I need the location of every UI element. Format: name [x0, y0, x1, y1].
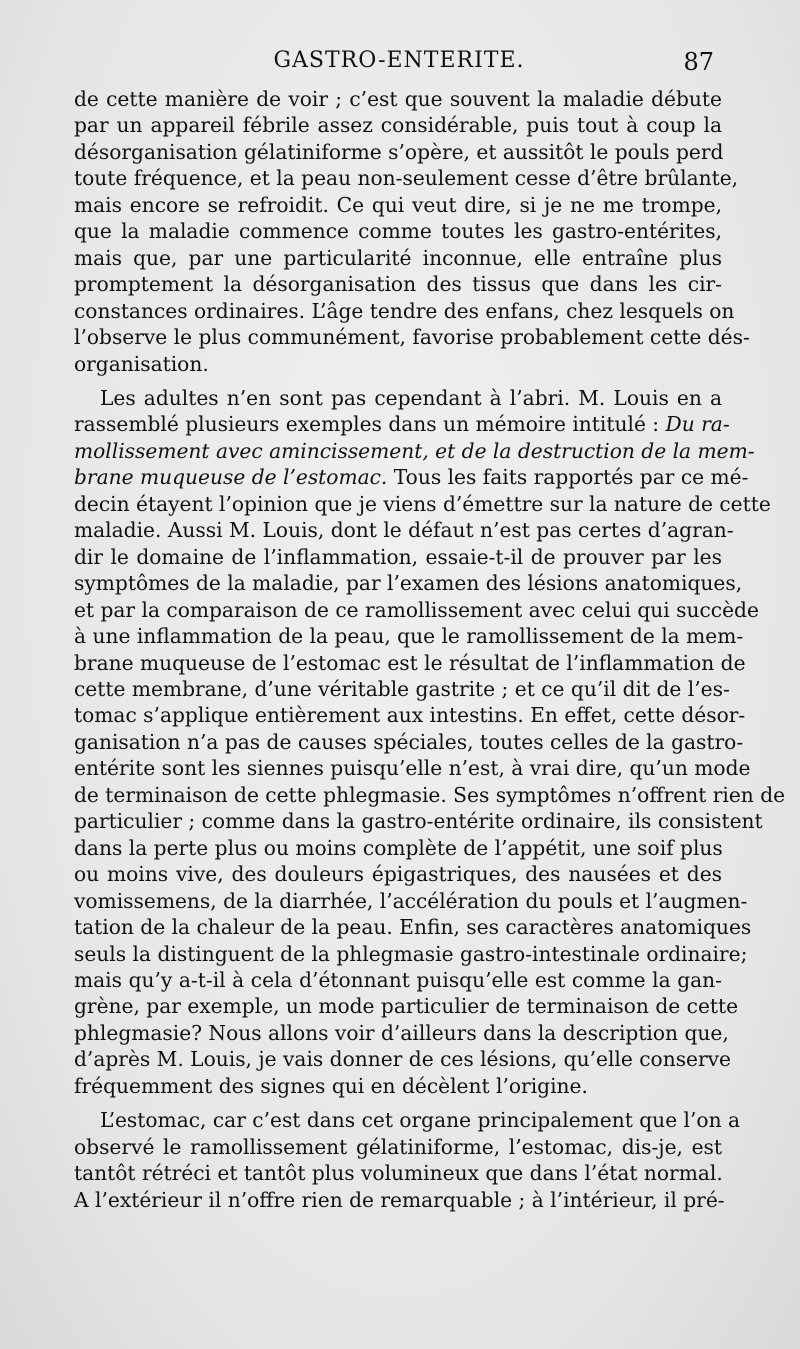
line-text: phlegmasie? Nous allons voir d’ailleurs dans la description que, — [74, 1020, 729, 1045]
text-line — [74, 1046, 732, 1072]
line-text: symptômes de la maladie, par l’examen des lésions anatomiques, — [74, 571, 743, 596]
text-line — [74, 1187, 725, 1213]
text-line — [74, 967, 722, 993]
text-line — [74, 491, 771, 517]
text-line — [74, 993, 739, 1019]
italic-text: mollissement avec amincissement, et de la destruction de la mem- — [74, 438, 755, 463]
line-text: de terminaison de cette phlegmasie. Ses symptômes n’offrent rien de — [74, 782, 786, 807]
line-text: mais encore se refroidit. Ce qui veut dire, si je ne me trompe, — [74, 192, 722, 217]
text-line — [74, 517, 734, 543]
text-line — [74, 1107, 741, 1133]
line-text: dir le domaine de l’inflammation, essaie-t-il de prouver par les — [74, 544, 722, 569]
line-text: dans la perte plus ou moins complète de l’appétit, une soif plus — [74, 835, 723, 860]
text-line — [74, 86, 722, 112]
page-header — [74, 48, 724, 82]
line-text: decin étayent l’opinion que je viens d’émettre sur la nature de cette — [74, 491, 771, 516]
text-line — [74, 914, 752, 940]
text-line — [74, 298, 735, 324]
line-text: cette membrane, d’une véritable gastrite ; et ce qu’il dit de l’es- — [74, 676, 730, 701]
text-line — [74, 324, 750, 350]
paragraph — [74, 1107, 741, 1213]
text-line — [74, 861, 722, 887]
text-line — [74, 385, 722, 411]
line-text: tantôt rétréci et tantôt plus volumineux que dans l’état normal. — [74, 1161, 723, 1186]
text-line — [74, 218, 722, 244]
text-line — [74, 702, 746, 728]
text-line — [74, 139, 722, 165]
line-text: l’observe le plus communément, favorise probablement cette dés- — [74, 325, 750, 350]
paragraph — [74, 86, 750, 377]
text-line — [74, 597, 759, 623]
text-line — [74, 351, 722, 377]
line-text: que la maladie commence comme toutes les gastro-entérites, — [74, 219, 722, 244]
text-line — [74, 570, 743, 596]
text-line — [74, 835, 722, 861]
text-line — [74, 192, 722, 218]
line-text: et par la comparaison de ce ramollissement avec celui qui succède — [74, 597, 759, 622]
line-text: Les adultes n’en sont pas cependant à l’abri. M. Louis en a — [100, 385, 722, 410]
text-line — [74, 464, 749, 490]
text-line — [74, 165, 739, 191]
line-text: tomac s’applique entièrement aux intestins. En effet, cette désor- — [74, 703, 746, 728]
text-line — [74, 271, 722, 297]
line-text: L’estomac, car c’est dans cet organe principalement que l’on a — [100, 1108, 741, 1133]
line-text: particulier ; comme dans la gastro-entérite ordinaire, ils consistent — [74, 809, 763, 834]
text-line — [74, 1073, 722, 1099]
text-line — [74, 1134, 722, 1160]
text-line — [74, 438, 755, 464]
line-text: A l’extérieur il n’offre rien de remarquable ; à l’intérieur, il pré- — [74, 1187, 725, 1212]
running-head: GASTRO-ENTERITE. — [273, 48, 525, 73]
line-text: de cette manière de voir ; c’est que souvent la maladie débute — [74, 87, 722, 111]
line-text: seuls la distinguent de la phlegmasie gastro-intestinale ordinaire; — [74, 941, 748, 966]
line-text: constances ordinaires. L’âge tendre des enfans, chez lesquels on — [74, 298, 735, 323]
paragraph — [74, 385, 786, 1099]
line-text: organisation. — [74, 351, 209, 376]
line-text: fréquemment des signes qui en décèlent l’origine. — [74, 1073, 588, 1098]
line-text: entérite sont les siennes puisqu’elle n’est, à vrai dire, qu’un mode — [74, 756, 751, 781]
text-line — [74, 676, 730, 702]
text-line — [74, 941, 748, 967]
line-text: mais qu’y a-t-il à cela d’étonnant puisqu’elle est comme la gan- — [74, 967, 722, 992]
line-text: d’après M. Louis, je vais donner de ces lésions, qu’elle conserve — [74, 1047, 732, 1072]
text-line — [74, 544, 722, 570]
text-line — [74, 112, 722, 138]
line-text: désorganisation gélatiniforme s’opère, et aussitôt le pouls perd — [74, 139, 724, 164]
line-text: brane muqueuse de l’estomac est le résultat de l’inflammation de — [74, 650, 746, 675]
text-line — [74, 411, 730, 437]
line-text: Tous les faits rapportés par ce mé- — [387, 465, 749, 490]
text-line — [74, 1020, 729, 1046]
page-number: 87 — [683, 48, 714, 76]
line-text: ganisation n’a pas de causes spéciales, toutes celles de la gastro- — [74, 729, 744, 754]
text-line — [74, 245, 722, 271]
line-text: tation de la chaleur de la peau. Enfin, ses caractères anatomiques — [74, 915, 752, 940]
line-text: vomissemens, de la diarrhée, l’accélération du pouls et l’augmen- — [74, 888, 748, 913]
text-line — [74, 888, 748, 914]
text-line — [74, 782, 786, 808]
text-line — [74, 808, 763, 834]
text-line — [74, 729, 744, 755]
line-text: promptement la désorganisation des tissus que dans les cir- — [74, 272, 722, 297]
italic-text: brane muqueuse de l’estomac. — [74, 465, 388, 490]
text-line — [74, 650, 746, 676]
body-text — [74, 86, 786, 1213]
line-text: à une inflammation de la peau, que le ramollissement de la mem- — [74, 624, 744, 649]
line-text: ou moins vive, des douleurs épigastriques, des nausées et des — [74, 862, 722, 887]
text-line — [74, 623, 744, 649]
line-text: rassemblé plusieurs exemples dans un mémoire intitulé : — [74, 412, 666, 437]
text-line — [74, 755, 751, 781]
line-text: toute fréquence, et la peau non-seulement cesse d’être brûlante, — [74, 166, 739, 191]
line-text: maladie. Aussi M. Louis, dont le défaut n’est pas certes d’agran- — [74, 518, 734, 543]
line-text: observé le ramollissement gélatiniforme, l’estomac, dis-je, est — [74, 1134, 722, 1159]
line-text: grène, par exemple, un mode particulier de terminaison de cette — [74, 994, 739, 1019]
italic-text: Du ra- — [665, 412, 730, 437]
text-line — [74, 1160, 722, 1186]
line-text: mais que, par une particularité inconnue, elle entraîne plus — [74, 245, 722, 270]
line-text: par un appareil fébrile assez considérable, puis tout à coup la — [74, 113, 722, 138]
